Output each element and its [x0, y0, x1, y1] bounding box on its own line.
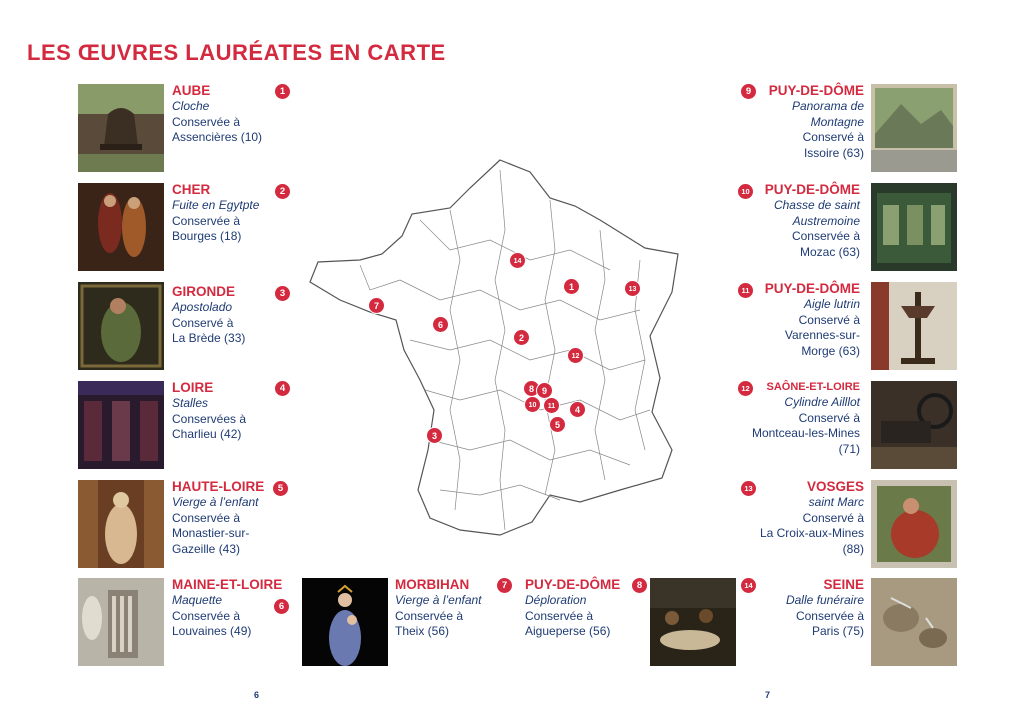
entry-number-badge: 13 [741, 481, 756, 496]
entry-2 [172, 182, 292, 245]
map-pin: 8 [523, 380, 540, 397]
page-number-right: 7 [765, 690, 771, 700]
map-pin: 3 [426, 427, 443, 444]
map-pin: 6 [432, 316, 449, 333]
map-pin: 9 [536, 382, 553, 399]
entry-dept: GIRONDE [172, 284, 236, 299]
entry-work: Stalles [172, 396, 209, 410]
map-pin: 10 [524, 396, 541, 413]
entry-1 [172, 83, 292, 146]
map-pin: 2 [513, 329, 530, 346]
entry-13 [744, 479, 864, 557]
photo-cloche [78, 84, 164, 172]
entry-work: Maquette [172, 593, 223, 607]
entry-work: Cloche [172, 99, 210, 113]
entry-location: Conservée à Theix (56) [395, 608, 464, 638]
photo-dalle-funeraire [871, 578, 957, 666]
entry-number-badge: 7 [497, 578, 512, 593]
entry-work: Panorama de Montagne [791, 99, 864, 129]
france-map [300, 150, 700, 550]
entry-number-badge: 10 [738, 184, 753, 199]
entry-work: Vierge à l’enfant [395, 593, 482, 607]
entry-number-badge: 6 [274, 599, 289, 614]
photo-vierge-haute-loire [78, 480, 164, 568]
entry-dept: VOSGES [806, 479, 864, 494]
photo-aigle-lutrin [871, 282, 957, 370]
entry-location: Conservée à Assencières (10) [172, 114, 263, 144]
entry-number-badge: 12 [738, 381, 753, 396]
photo-apostolado [78, 282, 164, 370]
entry-dept: PUY-DE-DÔME [768, 83, 864, 98]
entry-7 [395, 577, 505, 640]
photo-maquette [78, 578, 164, 666]
entry-work: saint Marc [808, 495, 864, 509]
photo-stalles [78, 381, 164, 469]
entry-location: Conservée à Paris (75) [795, 608, 864, 638]
entry-number-badge: 1 [275, 84, 290, 99]
entry-location: Conservée à Bourges (18) [172, 213, 242, 243]
entry-location: Conservé à La Brède (33) [172, 315, 246, 345]
entry-dept: PUY-DE-DÔME [764, 281, 860, 296]
entry-dept: LOIRE [172, 380, 214, 395]
entry-dept: SAÔNE-ET-LOIRE [766, 381, 860, 393]
entry-number-badge: 2 [275, 184, 290, 199]
entry-location: Conservé à La Croix-aux-Mines (88) [759, 510, 864, 556]
entry-number-badge: 3 [275, 286, 290, 301]
entry-number-badge: 9 [741, 84, 756, 99]
entry-location: Conservé à Issoire (63) [802, 130, 864, 160]
photo-deploration [650, 578, 736, 666]
photo-cylindre [871, 381, 957, 469]
france-outline [300, 150, 700, 550]
map-pin: 14 [509, 252, 526, 269]
entry-11 [740, 281, 860, 359]
entry-dept: PUY-DE-DÔME [525, 577, 621, 592]
entry-4 [172, 380, 292, 443]
entry-12 [740, 379, 860, 457]
entry-work: Dalle funéraire [785, 593, 864, 607]
entry-number-badge: 5 [273, 481, 288, 496]
entry-location: Conservée à Mozac (63) [791, 229, 860, 259]
entry-10 [740, 182, 860, 260]
photo-vierge-morbihan [302, 578, 388, 666]
entry-number-badge: 4 [275, 381, 290, 396]
map-pin: 4 [569, 401, 586, 418]
page-title: LES ŒUVRES LAURÉATES EN CARTE [27, 40, 446, 65]
entry-location: Conservé à Montceau-les-Mines (71) [751, 410, 860, 456]
entry-work: Vierge à l’enfant [172, 495, 259, 509]
entry-location: Conservée à Louvaines (49) [172, 608, 252, 638]
entry-number-badge: 8 [632, 578, 647, 593]
entry-number-badge: 14 [741, 578, 756, 593]
map-pin: 11 [543, 397, 560, 414]
entry-dept: HAUTE-LOIRE [172, 479, 265, 494]
map-pin: 13 [624, 280, 641, 297]
entry-dept: MAINE-ET-LOIRE [172, 577, 283, 592]
entry-dept: SEINE [823, 577, 864, 592]
photo-panorama-montagne [871, 84, 957, 172]
entry-work: Cylindre Ailllot [784, 395, 860, 409]
entry-9 [744, 83, 864, 161]
map-pin: 7 [368, 297, 385, 314]
entry-work: Apostolado [172, 300, 233, 314]
map-pin: 12 [567, 347, 584, 364]
entry-dept: CHER [172, 182, 211, 197]
entry-dept: PUY-DE-DÔME [764, 182, 860, 197]
entry-dept: AUBE [172, 83, 211, 98]
entry-3 [172, 284, 292, 347]
entry-number-badge: 11 [738, 283, 753, 298]
entry-work: Aigle lutrin [803, 297, 860, 311]
entry-location: Conservée à Monastier-sur- Gazeille (43) [172, 510, 250, 556]
entry-location: Conservée à Aigueperse (56) [525, 608, 611, 638]
entry-work: Chasse de saint Austremoine [773, 198, 860, 228]
entry-8 [525, 577, 635, 640]
photo-saint-marc [871, 480, 957, 568]
entry-work: Fuite en Egytpte [172, 198, 260, 212]
entry-work: Déploration [525, 593, 587, 607]
entry-location: Conservées à Charlieu (42) [172, 411, 247, 441]
photo-chasse-saint-austremoine [871, 183, 957, 271]
page-number-left: 6 [254, 690, 260, 700]
entry-location: Conservé à Varennes-sur- Morge (63) [784, 312, 860, 358]
entry-dept: MORBIHAN [395, 577, 470, 592]
photo-fuite-en-egypte [78, 183, 164, 271]
map-pin: 5 [549, 416, 566, 433]
map-pin: 1 [563, 278, 580, 295]
entry-14 [744, 577, 864, 640]
